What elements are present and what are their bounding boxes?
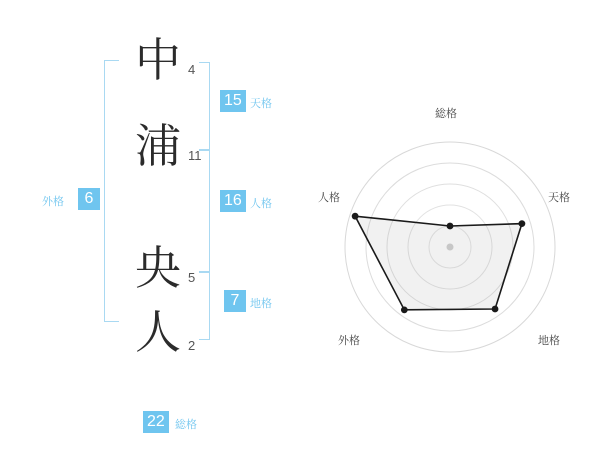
outer-score-badge: 6 [78,188,100,210]
chikaku-bracket [199,272,210,340]
radar-point-地格 [492,306,499,313]
kanji-char-3: 央 [135,243,181,294]
jinkaku-score-badge: 16 [220,190,246,212]
radar-point-外格 [401,306,408,313]
outer-score-label: 外格 [42,196,64,208]
chikaku-score-badge: 7 [224,290,246,312]
tenkaku-score-badge: 15 [220,90,246,112]
stroke-count-2: 11 [188,148,202,163]
tenkaku-score-label: 天格 [250,98,272,110]
radar-axis-label-soukaku: 総格 [435,108,457,120]
radar-axis-label-chikaku: 地格 [538,335,560,347]
stroke-count-3: 5 [188,270,196,285]
jinkaku-bracket [199,150,210,272]
radar-point-人格 [352,213,359,220]
radar-polygon [355,216,522,310]
tenkaku-bracket [199,62,210,150]
kanji-char-1: 中 [135,35,181,86]
radar-series-group [352,213,526,313]
radar-point-天格 [519,220,526,227]
radar-chart [320,105,580,375]
stroke-count-4: 2 [188,338,196,353]
jinkaku-score-label: 人格 [250,198,272,210]
chikaku-score-label: 地格 [250,298,272,310]
outer-bracket [104,60,119,322]
kanji-char-2: 浦 [135,121,181,172]
soukaku-score-label: 総格 [175,419,197,431]
soukaku-score-badge: 22 [143,411,169,433]
radar-axis-label-tenkaku: 天格 [548,192,570,204]
radar-axis-label-jinkaku: 人格 [318,192,340,204]
radar-point-総格 [447,223,454,230]
kanji-char-4: 人 [135,307,181,358]
stroke-count-1: 4 [188,62,196,77]
radar-axis-label-gaikaku: 外格 [338,335,360,347]
